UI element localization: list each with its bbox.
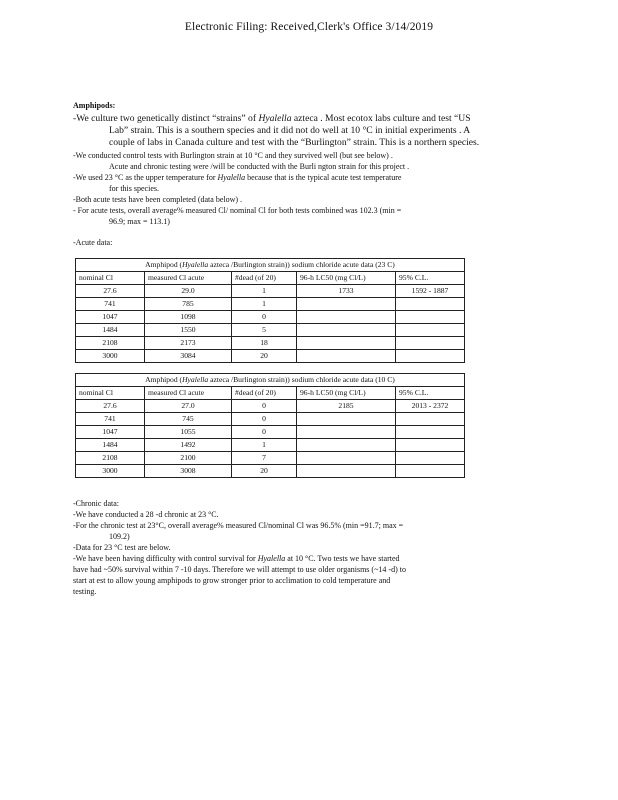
table-cell: 2185 <box>297 399 396 412</box>
table-row <box>76 349 465 362</box>
table-cell: 1 <box>232 297 297 310</box>
chronic-line: -We have conducted a 28 -d chronic at 23 °C. <box>73 509 219 519</box>
table-cell: 5 <box>232 323 297 336</box>
table-cell: 2108 <box>76 451 145 464</box>
table-header-cell: 96-h LC50 (mg Cl/L) <box>297 271 396 284</box>
table-cell <box>297 451 396 464</box>
table-row <box>76 336 465 349</box>
species-name: Hyalella <box>257 553 286 563</box>
table-row <box>76 310 465 323</box>
chronic-line: -Data for 23 °C test are below. <box>73 542 171 552</box>
table-cell <box>396 297 465 310</box>
acute-table-10c <box>75 373 465 478</box>
table-cell <box>396 336 465 349</box>
chronic-heading <box>73 498 563 509</box>
table-row <box>76 412 465 425</box>
intro-line: 96.9; max = 113.1) <box>109 216 170 226</box>
table-cell: 1098 <box>145 310 232 323</box>
table-header-cell: #dead (of 20) <box>232 386 297 399</box>
table-cell <box>396 464 465 477</box>
table-row <box>76 425 465 438</box>
table-cell <box>297 310 396 323</box>
table-cell <box>297 425 396 438</box>
table-cell: 2173 <box>145 336 232 349</box>
chronic-line: 109.2) <box>109 531 130 541</box>
table-cell: 785 <box>145 297 232 310</box>
table-cell: 2100 <box>145 451 232 464</box>
section-title: Amphipods: <box>73 101 116 110</box>
table-cell <box>297 349 396 362</box>
table-cell: 1047 <box>76 310 145 323</box>
table-cell: 1055 <box>145 425 232 438</box>
chronic-paragraph-1 <box>73 509 563 520</box>
table-row <box>76 284 465 297</box>
intro-line: - For acute tests, overall average% measured Cl/ nominal Cl for both tests combined was 102.3 (min = <box>73 205 402 215</box>
intro-paragraph-2 <box>73 150 563 172</box>
table-cell: 3008 <box>145 464 232 477</box>
chronic-paragraph-4 <box>73 553 563 597</box>
table-cell: 1733 <box>297 284 396 297</box>
acute-data-label: -Acute data: <box>73 237 113 247</box>
intro-line: -We used 23 °C as the upper temperature for Hyalella because that is the typical acute test temperature <box>73 172 402 182</box>
table-caption: Amphipod (Hyalella azteca /Burlington strain)) sodium chloride acute data (10 C) <box>76 373 465 386</box>
species-name: Hyalella <box>182 259 209 269</box>
table-header-cell: measured Cl acute <box>145 386 232 399</box>
table-cell: 741 <box>76 412 145 425</box>
table-cell: 1047 <box>76 425 145 438</box>
chronic-line: -Chronic data: <box>73 498 119 508</box>
chronic-line: start at est to allow young amphipods to grow stronger prior to acclimation to cold temperature and <box>73 575 391 585</box>
intro-line: Acute and chronic testing were /will be conducted with the Burli ngton strain for this project . <box>109 161 410 171</box>
table-cell: 0 <box>232 412 297 425</box>
chronic-line: testing. <box>73 586 97 596</box>
table-header-cell: nominal Cl <box>76 386 145 399</box>
table-cell: 2013 - 2372 <box>396 399 465 412</box>
table-cell <box>396 412 465 425</box>
table-cell <box>396 451 465 464</box>
table-row <box>76 451 465 464</box>
table-cell <box>297 412 396 425</box>
table-cell: 0 <box>232 399 297 412</box>
table-header-cell: measured Cl acute <box>145 271 232 284</box>
chronic-paragraph-2 <box>73 520 563 542</box>
table-cell: 2108 <box>76 336 145 349</box>
table-header-cell: #dead (of 20) <box>232 271 297 284</box>
table-cell <box>396 425 465 438</box>
table-cell: 27.0 <box>145 399 232 412</box>
table-row <box>76 323 465 336</box>
chronic-line: have had ~50% survival within 7 -10 days. Therefore we will attempt to use older organisms (~14 -d) to <box>73 564 406 574</box>
intro-line: for this species. <box>109 183 159 193</box>
table-row <box>76 464 465 477</box>
chronic-line: -We have been having difficulty with control survival for Hyalella at 10 °C. Two tests we have started <box>73 553 400 563</box>
species-name: Hyalella <box>182 374 209 384</box>
intro-line: -We conducted control tests with Burlington strain at 10 °C and they survived well (but see below) . <box>73 150 393 160</box>
intro-paragraph-1 <box>73 113 563 150</box>
table-cell: 1550 <box>145 323 232 336</box>
table-cell: 1 <box>232 438 297 451</box>
table-cell <box>297 323 396 336</box>
species-name: Hyalella <box>217 172 246 182</box>
table-cell: 745 <box>145 412 232 425</box>
table-cell <box>297 297 396 310</box>
table-cell <box>297 438 396 451</box>
intro-paragraph-5 <box>73 205 563 227</box>
chronic-line: -For the chronic test at 23°C, overall average% measured Cl/nominal Cl was 96.5% (min =91.7; max = <box>73 520 404 530</box>
table-cell: 1484 <box>76 438 145 451</box>
table-cell <box>297 336 396 349</box>
table-cell: 3000 <box>76 464 145 477</box>
intro-line: -We culture two genetically distinct “strains” of Hyalella azteca . Most ecotox labs culture and test “US <box>73 113 471 124</box>
intro-line: Lab” strain. This is a southern species and it did not do well at 10 °C in initial experiments . A <box>109 125 471 137</box>
table-cell <box>396 349 465 362</box>
table-cell: 741 <box>76 297 145 310</box>
table-cell: 3084 <box>145 349 232 362</box>
intro-line: -Both acute tests have been completed (data below) . <box>73 194 243 204</box>
table-row <box>76 438 465 451</box>
table-caption: Amphipod (Hyalella azteca /Burlington strain)) sodium chloride acute data (23 C) <box>76 258 465 271</box>
table-cell <box>396 323 465 336</box>
table-cell: 0 <box>232 310 297 323</box>
table-header-cell: 96-h LC50 (mg Cl/L) <box>297 386 396 399</box>
chronic-paragraph-3 <box>73 542 563 553</box>
intro-paragraph-3 <box>73 172 563 194</box>
table-header-cell: 95% C.L. <box>396 271 465 284</box>
table-cell: 1 <box>232 284 297 297</box>
table-row <box>76 297 465 310</box>
table-cell: 7 <box>232 451 297 464</box>
table-cell: 20 <box>232 464 297 477</box>
table-cell <box>297 464 396 477</box>
acute-table-23c <box>75 258 465 363</box>
species-name: Hyalella <box>258 113 292 124</box>
table-cell: 1484 <box>76 323 145 336</box>
document-body <box>73 100 563 597</box>
table-cell: 20 <box>232 349 297 362</box>
table-cell: 0 <box>232 425 297 438</box>
table-cell: 27.6 <box>76 284 145 297</box>
table-cell: 29.0 <box>145 284 232 297</box>
filing-header: Electronic Filing: Received,Clerk's Office 3/14/2019 <box>184 21 434 33</box>
intro-paragraph-4 <box>73 194 563 205</box>
table-cell <box>396 310 465 323</box>
table-cell: 3000 <box>76 349 145 362</box>
table-header-cell: nominal Cl <box>76 271 145 284</box>
table-cell: 1592 - 1887 <box>396 284 465 297</box>
table-cell: 1492 <box>145 438 232 451</box>
intro-line: couple of labs in Canada culture and test with the “Burlington” strain. This is a northern species. <box>109 137 480 149</box>
table-cell: 18 <box>232 336 297 349</box>
table-header-cell: 95% C.L. <box>396 386 465 399</box>
table-cell: 27.6 <box>76 399 145 412</box>
table-row <box>76 399 465 412</box>
table-cell <box>396 438 465 451</box>
